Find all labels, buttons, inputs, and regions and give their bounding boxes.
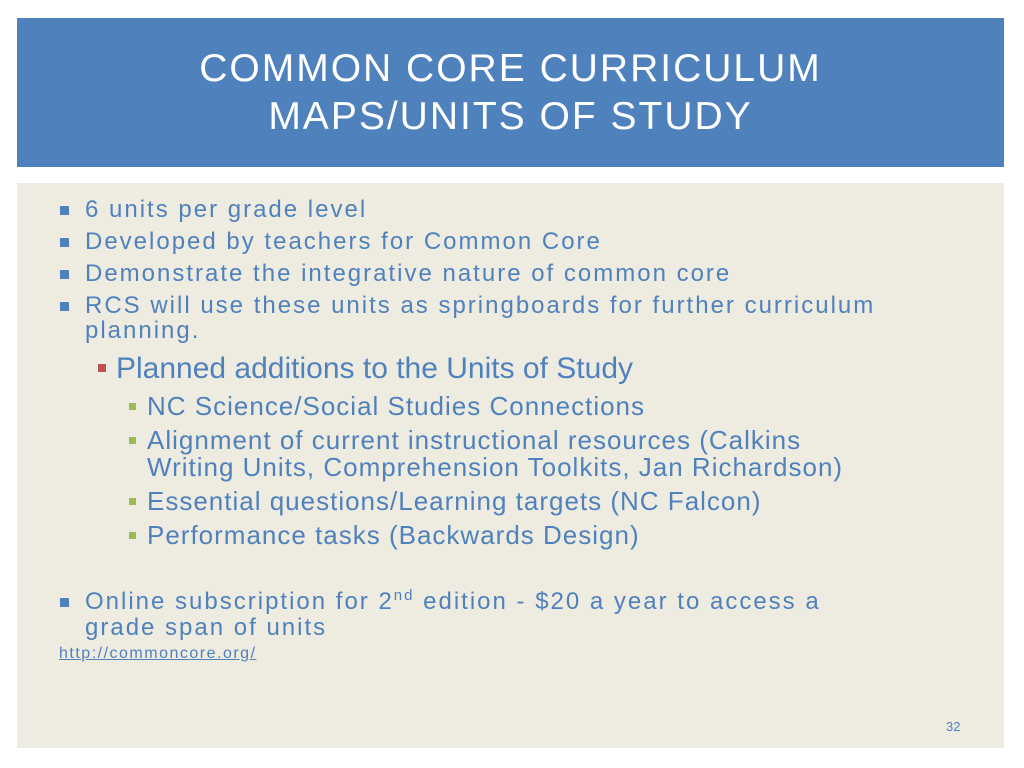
sub-item-essential-questions (147, 488, 762, 515)
bullet-text: planning. (85, 317, 201, 344)
superscript-text: nd (393, 587, 415, 604)
square-bullet-icon (129, 532, 136, 539)
bullet-item-online-subscription-continued (85, 615, 327, 641)
bullet-text: Online subscription for 2 (85, 588, 394, 615)
commoncore-link[interactable]: http://commoncore.org/ (59, 645, 257, 662)
square-bullet-icon (129, 403, 136, 410)
slide-title-line-1: COMMON CORE CURRICULUM (199, 46, 822, 90)
bullet-text: NC Science/Social Studies Connections (147, 391, 646, 421)
bullet-text: Demonstrate the integrative nature of common core (85, 260, 732, 287)
bullet-text: Performance tasks (Backwards Design) (147, 520, 640, 550)
bullet-text: Essential questions/Learning targets (NC Falcon) (147, 486, 762, 516)
bullet-item-developed-by-teachers (85, 229, 602, 255)
square-bullet-icon (129, 498, 136, 505)
bullet-item-springboards-continued (85, 318, 200, 344)
slide-number: 32 (946, 719, 961, 734)
sub-item-performance-tasks (147, 522, 640, 549)
bullet-text: edition - $20 a year to access a (414, 588, 821, 615)
bullet-item-integrative-nature (85, 261, 731, 287)
bullet-item-springboards (85, 293, 875, 319)
square-bullet-icon (60, 270, 69, 279)
bullet-item-online-subscription (85, 589, 821, 615)
bullet-text: Planned additions to the Units of Study (116, 352, 634, 385)
bullet-text: grade span of units (85, 614, 328, 641)
bullet-text: 6 units per grade level (85, 196, 368, 223)
square-bullet-icon (129, 437, 136, 444)
square-bullet-icon (60, 206, 69, 215)
sub-heading-planned-additions (116, 352, 633, 386)
title-bar (17, 18, 1004, 167)
sub-item-alignment-resources (147, 427, 801, 454)
bullet-text: Writing Units, Comprehension Toolkits, Jan Richardson) (147, 452, 844, 482)
sub-item-alignment-resources-continued (147, 454, 843, 481)
bullet-text: Developed by teachers for Common Core (85, 228, 602, 255)
sub-item-science-social-studies (147, 393, 645, 420)
bullet-text: Alignment of current instructional resources (Calkins (147, 425, 802, 455)
square-bullet-icon (98, 364, 106, 372)
slide-title-line-2: MAPS/UNITS OF STUDY (268, 94, 753, 138)
bullet-item-units-per-grade (85, 197, 367, 223)
square-bullet-icon (60, 598, 69, 607)
square-bullet-icon (60, 238, 69, 247)
square-bullet-icon (60, 302, 69, 311)
bullet-text: RCS will use these units as springboards for further curriculum (85, 292, 876, 319)
